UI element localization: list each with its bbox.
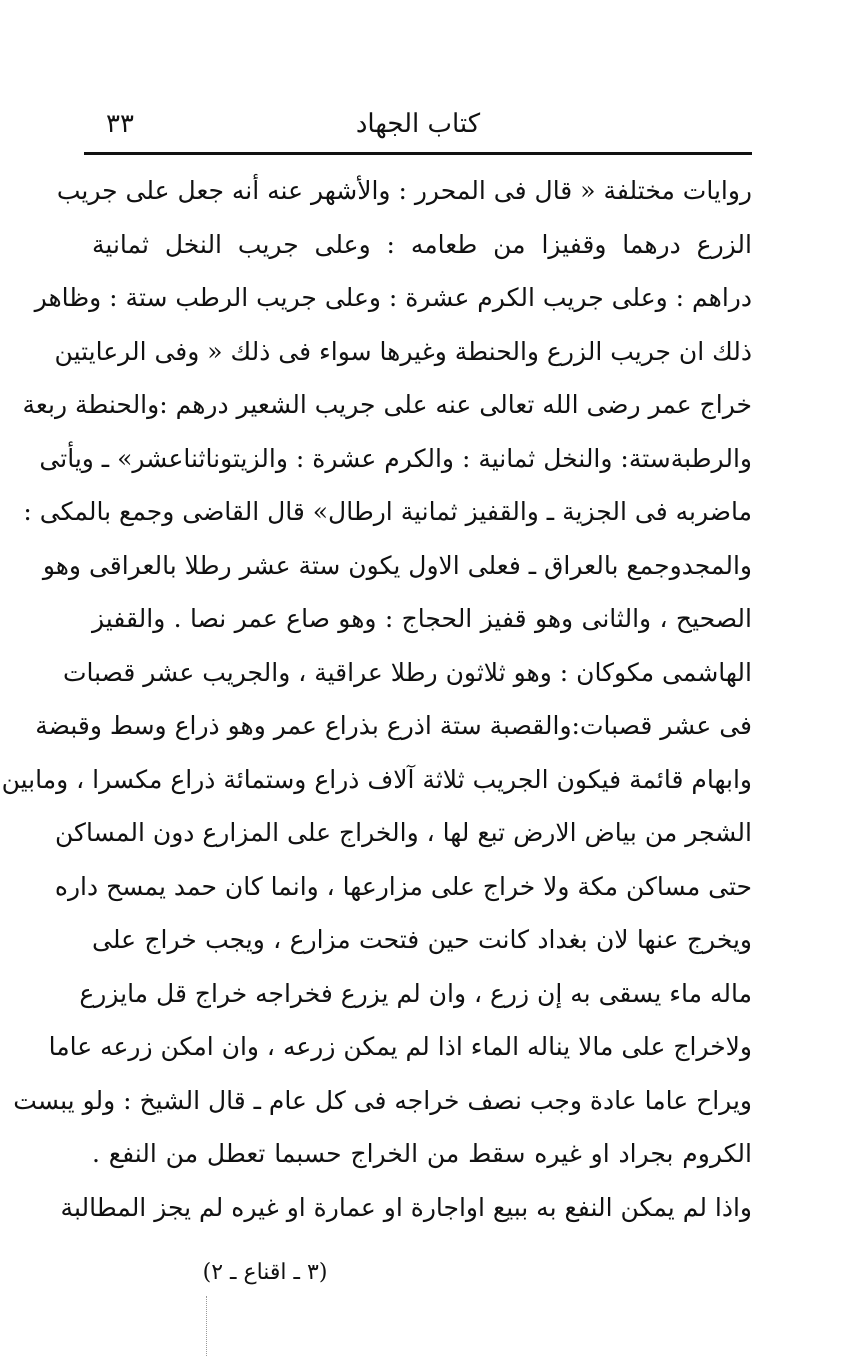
scan-artifact-dots: [206, 1296, 209, 1356]
text-line: ويراح عاما عادة وجب نصف خراجه فى كل عام ـ قال الشيخ : ولو يبست: [13, 1085, 752, 1115]
page-header: [84, 100, 752, 150]
text-line: الزرع درهما وقفيزا من طعامه : وعلى جريب النخل ثمانية: [92, 229, 752, 259]
header-rule: [84, 152, 752, 155]
body-text: [1, 164, 752, 1234]
text-line: ولاخراج على مالا يناله الماء اذا لم يمكن زرعه ، وان امكن زرعه عاما: [48, 1032, 752, 1061]
text-line: حتى مساكن مكة ولا خراج على مزارعها ، وانما كان حمد يمسح داره: [54, 871, 752, 901]
text-line: الشجر من بياض الارض تبع لها ، والخراج على المزارع دون المساكن: [55, 818, 752, 847]
text-line: واذا لم يمكن النفع به ببيع اواجارة او عمارة او غيره لم يجز المطالبة: [60, 1192, 752, 1222]
text-line: الكروم بجراد او غيره سقط من الخراج حسبما تعطل من النفع .: [92, 1139, 752, 1168]
text-line: ويخرج عنها لان بغداد كانت حين فتحت مزارع ، ويجب خراج على: [92, 925, 752, 954]
text-line: وابهام قائمة فيكون الجريب ثلاثة آلاف ذراع وستمائة ذراع مكسرا ، ومابين: [1, 764, 752, 794]
running-title: كتاب الجهاد: [355, 109, 481, 139]
signature-mark: (٣ ـ اقناع ـ ٢): [202, 1260, 328, 1285]
page-number: ٣٣: [106, 109, 134, 139]
text-line: خراج عمر رضى الله تعالى عنه على جريب الشعير درهم :والحنطة ربعة: [22, 390, 752, 419]
text-line: دراهم : وعلى جريب الكرم عشرة : وعلى جريب الرطب ستة : وظاهر: [34, 283, 752, 312]
text-line: والرطبةستة: والنخل ثمانية : والكرم عشرة : والزيتوناثناعشر» ـ ويأتى: [39, 443, 752, 473]
text-line: الهاشمى مكوكان : وهو ثلاثون رطلا عراقية ، والجريب عشر قصبات: [62, 657, 752, 687]
text-line: والمجدوجمع بالعراق ـ فعلى الاول يكون ستة عشر رطلا بالعراقى وهو: [42, 550, 752, 580]
text-line: الصحيح ، والثانى وهو قفيز الحجاج : وهو صاع عمر نصا . والقفيز: [92, 604, 752, 633]
text-line: فى عشر قصبات:والقصبة ستة اذرع بذراع عمر وهو ذراع وسط وقبضة: [35, 711, 752, 740]
text-line: ذلك ان جريب الزرع والحنطة وغيرها سواء فى ذلك « وفى الرعايتين: [54, 336, 752, 366]
text-line: ماله ماء يسقى به إن زرع ، وان لم يزرع فخراجه خراج قل مايزرع: [79, 978, 752, 1008]
text-line: روايات مختلفة « قال فى المحرر : والأشهر عنه أنه جعل على جريب: [56, 176, 752, 205]
text-line: ماضربه فى الجزية ـ والقفيز ثمانية ارطال» قال القاضى وجمع بالمكى :: [23, 497, 752, 526]
